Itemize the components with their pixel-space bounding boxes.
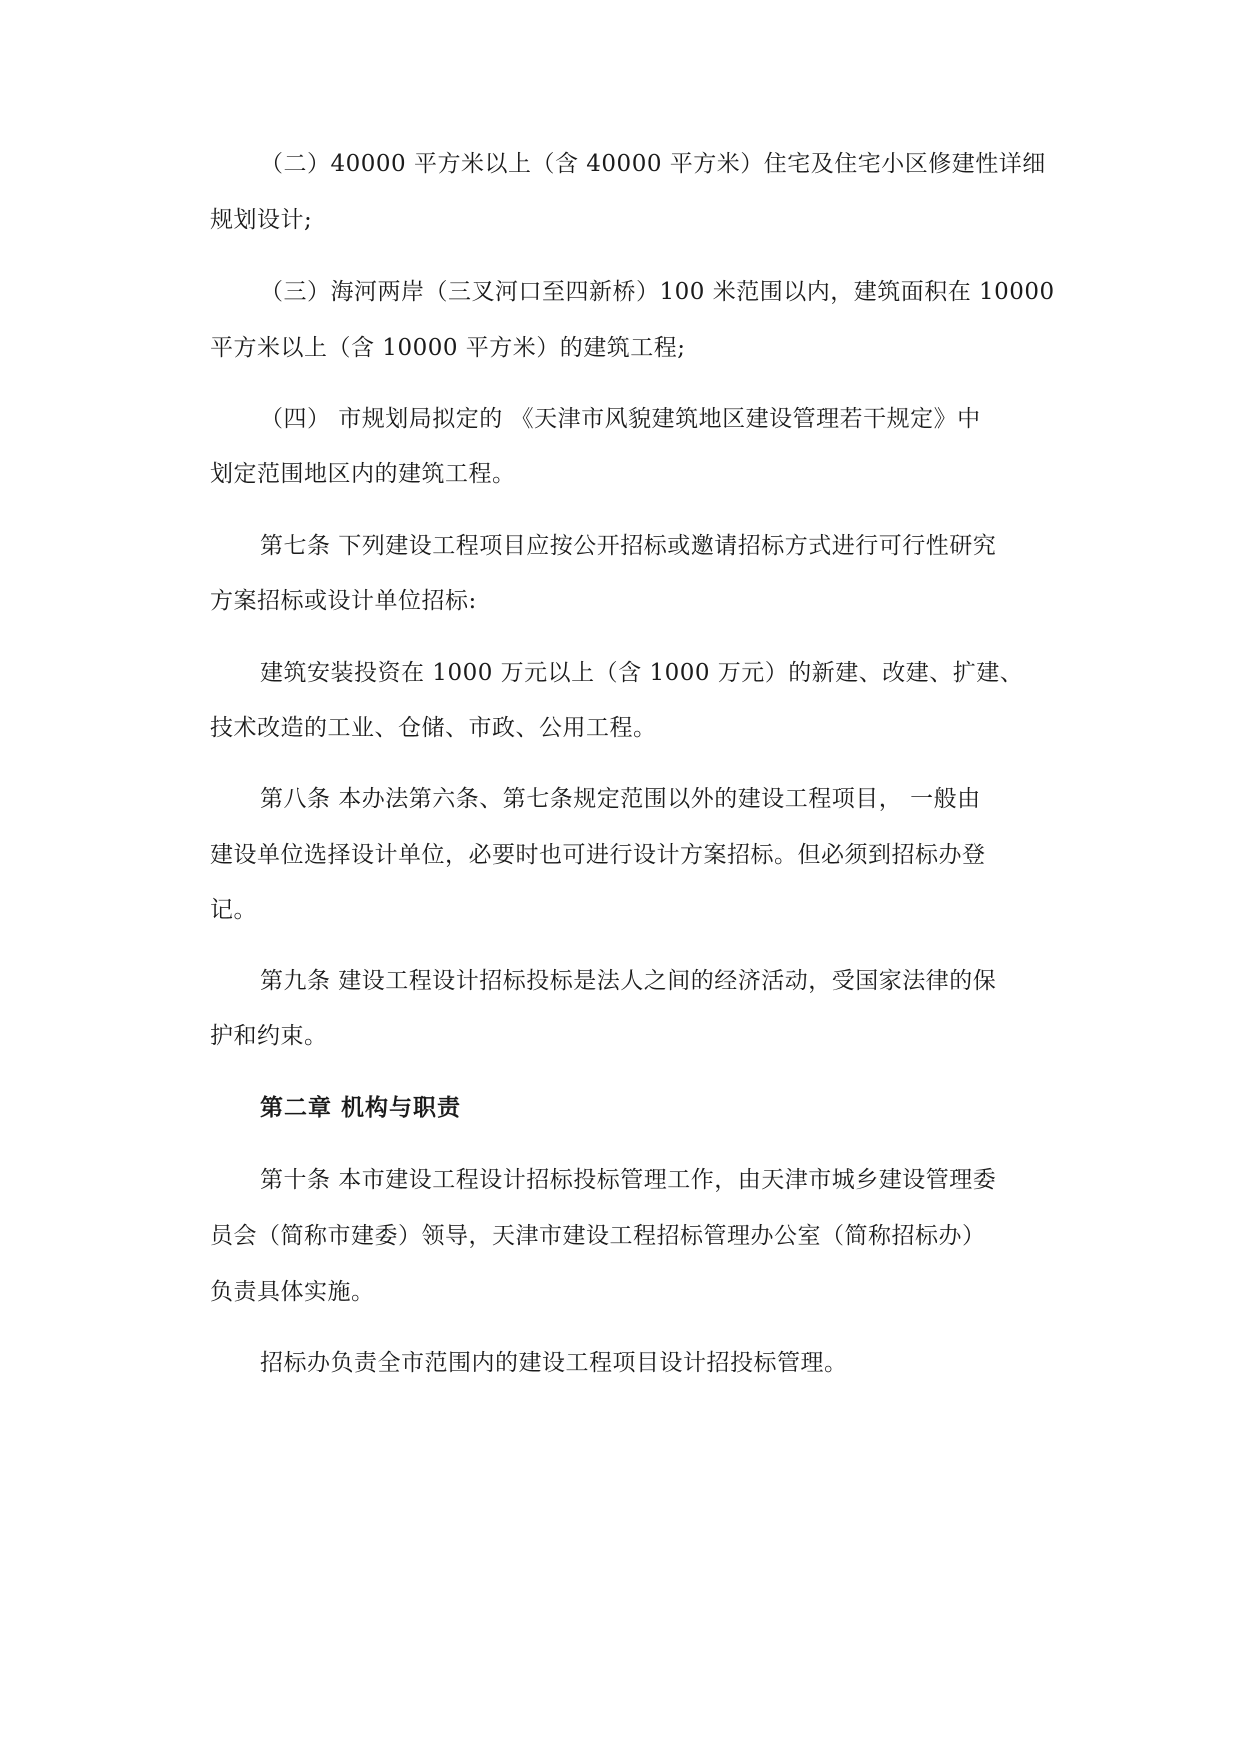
bidding-office-line: 招标办负责全市范围内的建设工程项目设计招投标管理。 bbox=[260, 1350, 848, 1376]
article-7-line-1: 第七条 下列建设工程项目应按公开招标或邀请招标方式进行可行性研究 bbox=[260, 533, 997, 559]
chapter-2-heading: 第二章 机构与职责 bbox=[260, 1095, 462, 1121]
article-10-line-3: 负责具体实施。 bbox=[210, 1279, 375, 1305]
clause-4-line-1: （四） 市规划局拟定的 《天津市风貌建筑地区建设管理若干规定》中 bbox=[260, 406, 981, 432]
article-7-body-line-1: 建筑安装投资在 1000 万元以上（含 1000 万元）的新建、改建、扩建、 bbox=[260, 660, 1024, 686]
clause-2-line-2: 规划设计; bbox=[210, 207, 313, 233]
article-10-line-1: 第十条 本市建设工程设计招标投标管理工作，由天津市城乡建设管理委 bbox=[260, 1167, 997, 1193]
article-7-line-2: 方案招标或设计单位招标: bbox=[210, 588, 477, 614]
article-8-line-1: 第八条 本办法第六条、第七条规定范围以外的建设工程项目， 一般由 bbox=[260, 786, 981, 812]
article-9-line-1: 第九条 建设工程设计招标投标是法人之间的经济活动，受国家法律的保 bbox=[260, 968, 997, 994]
article-8-line-3: 记。 bbox=[210, 897, 257, 923]
clause-2-line-1: （二）40000 平方米以上（含 40000 平方米）住宅及住宅小区修建性详细 bbox=[260, 151, 1046, 177]
article-8-line-2: 建设单位选择设计单位，必要时也可进行设计方案招标。但必须到招标办登 bbox=[210, 842, 986, 868]
article-7-body-line-2: 技术改造的工业、仓储、市政、公用工程。 bbox=[210, 715, 657, 741]
clause-3-line-2: 平方米以上（含 10000 平方米）的建筑工程; bbox=[210, 335, 686, 361]
clause-3-line-1: （三）海河两岸（三叉河口至四新桥）100 米范围以内，建筑面积在 10000 bbox=[260, 279, 1055, 305]
article-10-line-2: 员会（简称市建委）领导，天津市建设工程招标管理办公室（简称招标办） bbox=[210, 1223, 986, 1249]
clause-4-line-2: 划定范围地区内的建筑工程。 bbox=[210, 461, 516, 487]
article-9-line-2: 护和约束。 bbox=[210, 1023, 328, 1049]
